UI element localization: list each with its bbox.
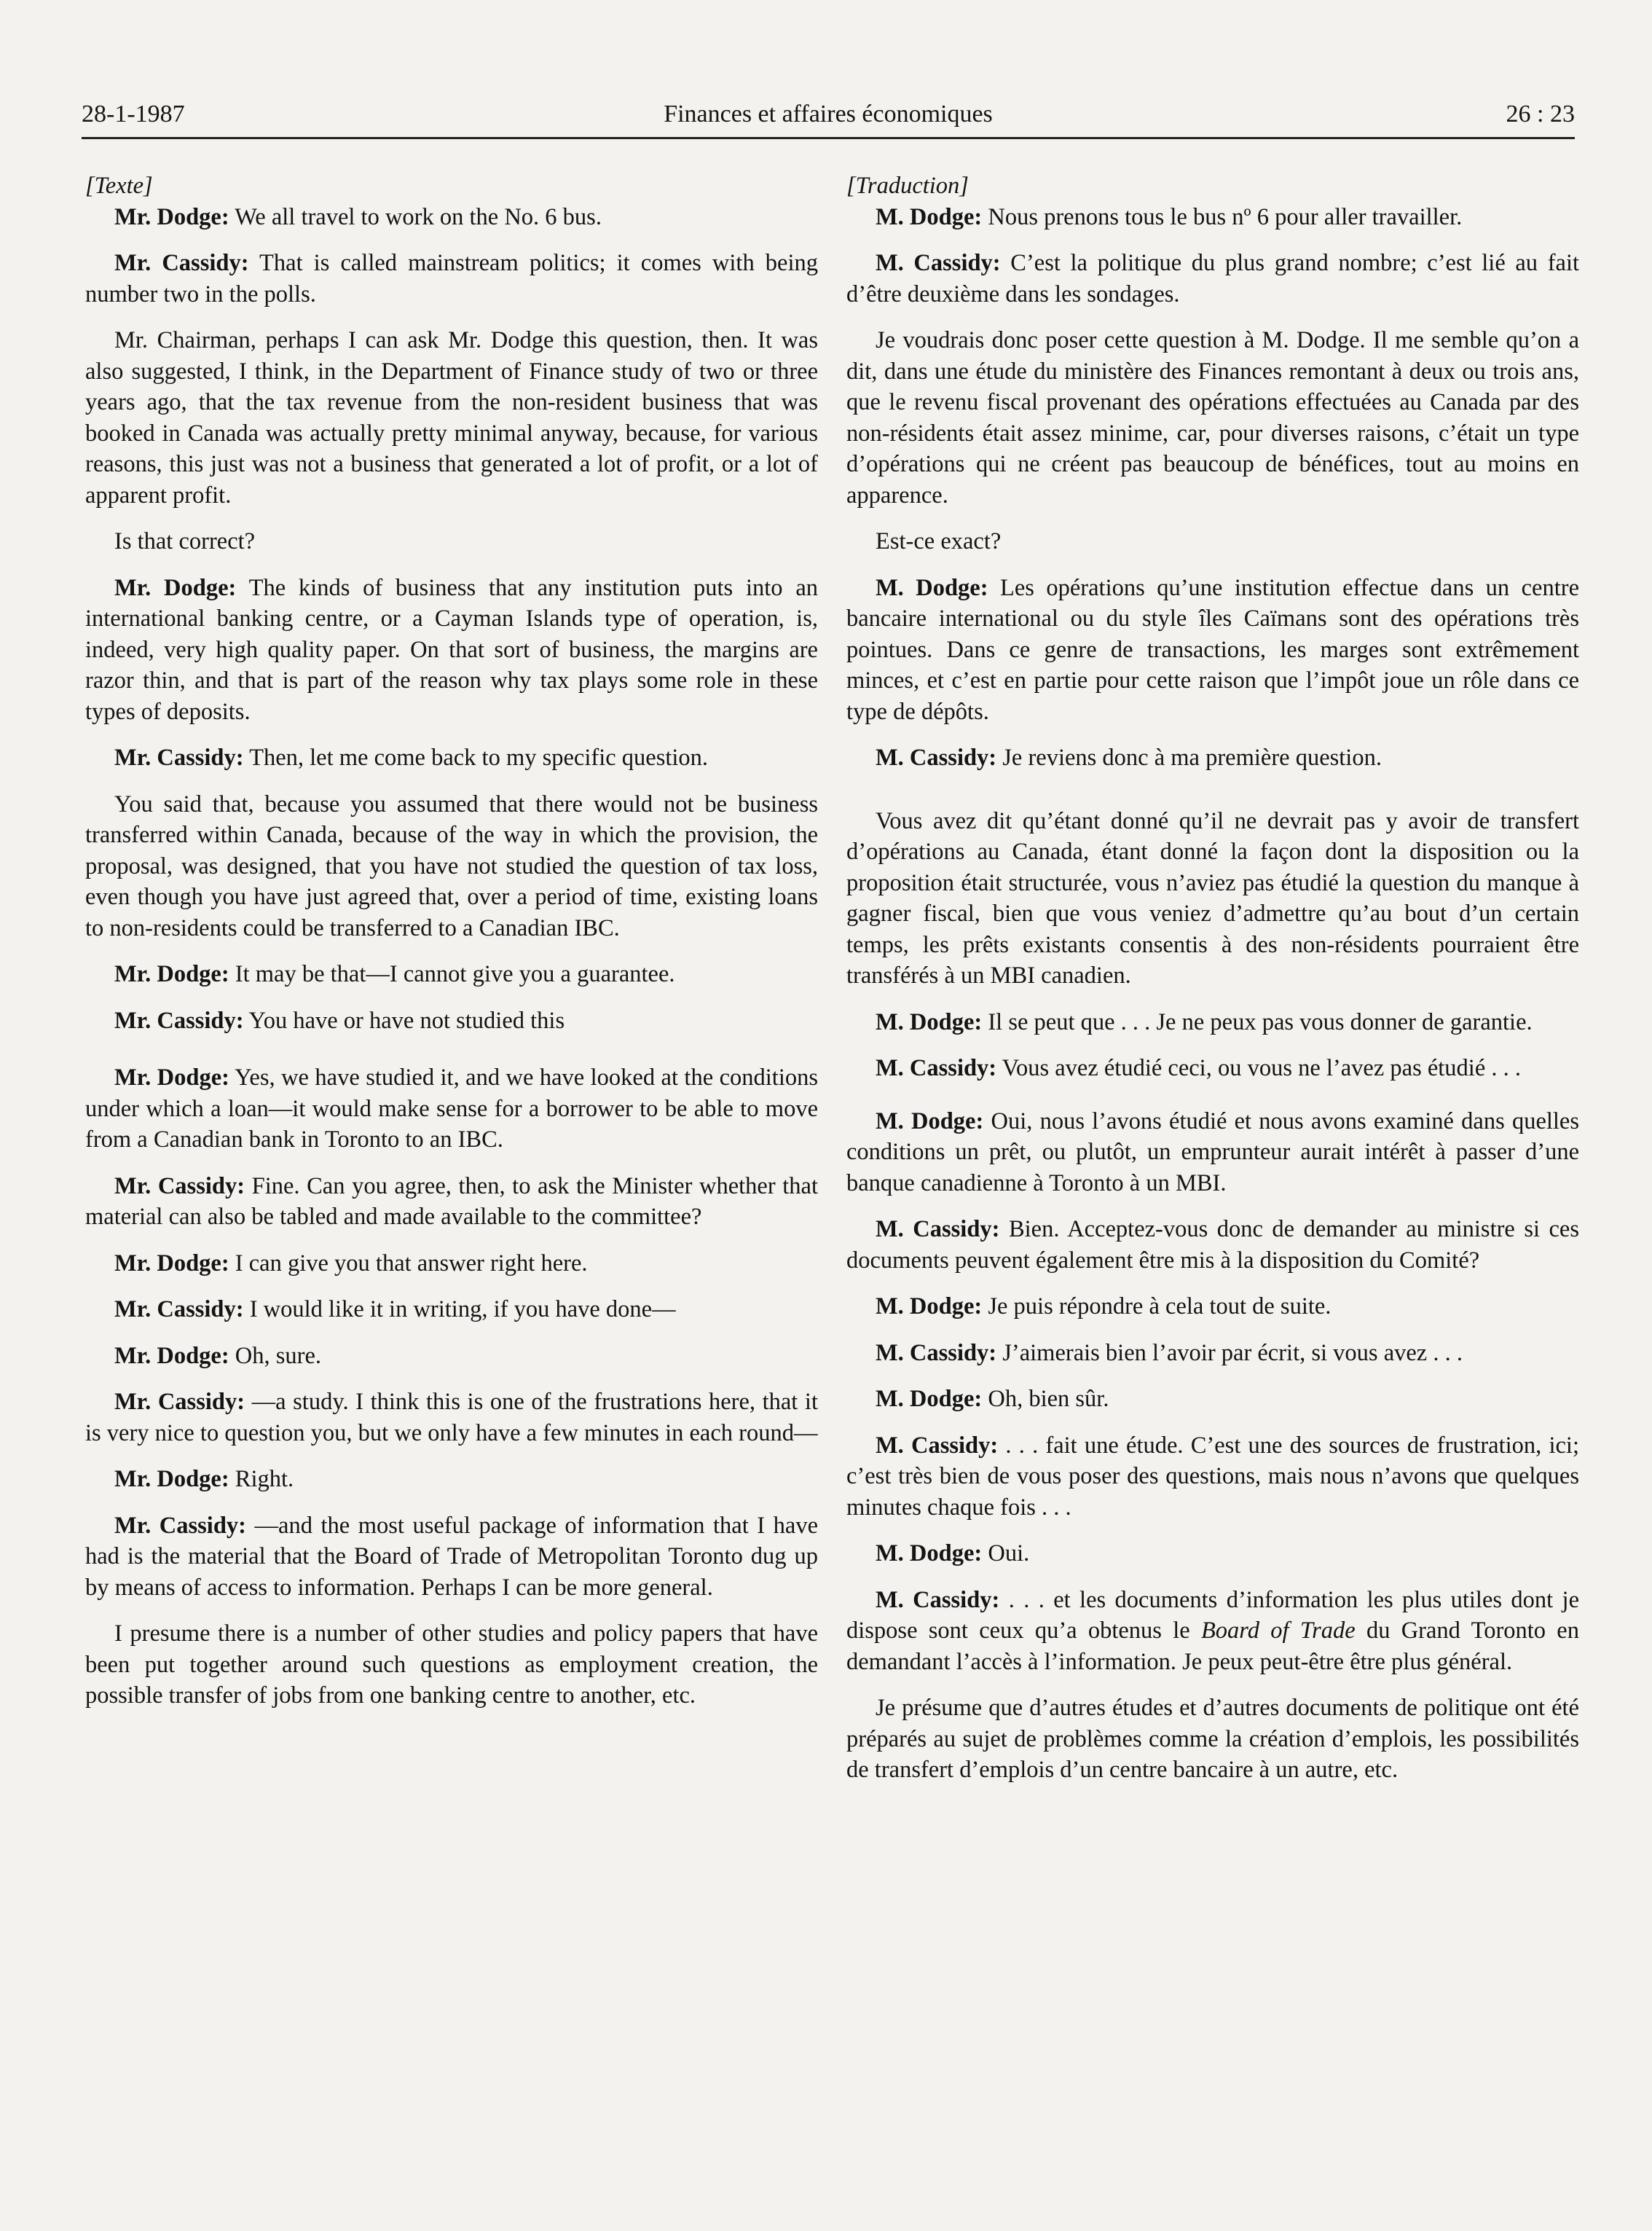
paragraph: You said that, because you assumed that there would not be business transferred within Canada, because of the way in which the provision, the proposal, was designed, that you have not studied the question of tax loss, even though you have just agreed that, over a period of time, existing loans to non-residents could be transferred to a Canadian IBC. — [85, 791, 818, 941]
paragraph — [846, 1538, 1579, 1569]
paragraph-text: —and the most useful package of information that I have had is the material that the Board of Trade of Metropolitan Toronto dug up by means of access to information. Perhaps I can be more general. — [85, 1512, 818, 1601]
speaker: Mr. Dodge: — [114, 1342, 229, 1369]
paragraph: Is that correct? — [114, 528, 256, 554]
paragraph-text: Il se peut que . . . Je ne peux pas vous donner de garantie. — [982, 1008, 1533, 1035]
paragraph — [846, 1106, 1579, 1199]
paragraph — [85, 1464, 818, 1495]
speaker: M. Cassidy: — [876, 1055, 997, 1081]
paragraph-text: The kinds of business that any institution puts into an international banking centre, or a Cayman Islands type of operation, is, indeed, very high quality paper. On that sort of business, the margins are razor thin, and that is part of the reason why tax plays some role in these types of deposits. — [85, 574, 818, 725]
english-column — [85, 170, 818, 1727]
paragraph — [85, 1387, 818, 1448]
speaker: Mr. Cassidy: — [114, 1296, 244, 1322]
paragraph — [846, 1585, 1579, 1678]
paragraph-text: Right. — [229, 1466, 294, 1492]
paragraph-text: You have or have not studied this — [243, 1007, 565, 1034]
french-column — [846, 170, 1579, 1801]
speaker: Mr. Cassidy: — [114, 1389, 245, 1415]
speaker: M. Cassidy: — [876, 1339, 997, 1366]
paragraph — [85, 1294, 818, 1325]
paragraph-text: That is called mainstream politics; it comes with being number two in the polls. — [85, 250, 818, 307]
paragraph — [846, 742, 1579, 774]
paragraph-text: Nous prenons tous le bus nº 6 pour aller travailler. — [982, 203, 1463, 230]
paragraph: Vous avez dit qu’étant donné qu’il ne devrait pas y avoir de transfert d’opérations au Canada, étant donné la façon dont la disposition ou la proposition était structurée, vous n’aviez pas étudié la question du manque à gagner fiscal, bien que vous veniez d’admettre qu’au bout d’un certain temps, les prêts existants consentis à des non-résidents pourraient être transférés à un MBI canadien. — [846, 807, 1579, 989]
paragraph-text: It may be that—I cannot give you a guarantee. — [229, 961, 675, 987]
paragraph: Je voudrais donc poser cette question à M. Dodge. Il me semble qu’on a dit, dans une étude du ministère des Finances remontant à deux ou trois ans, que le revenu fiscal provenant des opérations effectuées au Canada par des non-résidents était assez minime, car, pour diverses raisons, c’était un type d’opérations qui ne créent pas beaucoup de bénéfices, tout au moins en apparence. — [846, 327, 1579, 509]
speaker: Mr. Dodge: — [114, 961, 229, 987]
paragraph — [846, 1384, 1579, 1415]
paragraph — [85, 1248, 818, 1279]
paragraph-text: I would like it in writing, if you have done— — [243, 1296, 676, 1322]
paragraph-text: Vous avez étudié ceci, ou vous ne l’avez pas étudié . . . — [996, 1055, 1522, 1081]
header-page-number: 26 : 23 — [1506, 101, 1575, 128]
speaker: M. Cassidy: — [876, 745, 997, 771]
header-title: Finances et affaires économiques — [664, 101, 993, 128]
page-header — [82, 96, 1575, 139]
paragraph-text: I can give you that answer right here. — [229, 1250, 588, 1277]
paragraph-text: Fine. Can you agree, then, to ask the Minister whether that material can also be tabled and made available to the committee? — [85, 1172, 818, 1230]
speaker: M. Dodge: — [876, 1540, 983, 1567]
paragraph — [85, 573, 818, 728]
speaker: M. Dodge: — [876, 1008, 983, 1035]
paragraph-text: Oui, nous l’avons étudié et nous avons examiné dans quelles conditions un prêt, ou plutôt, un emprunteur aurait intérêt à passer d’une banque canadienne à Toronto à un MBI. — [846, 1107, 1580, 1196]
paragraph — [85, 248, 818, 310]
speaker: M. Dodge: — [876, 203, 983, 230]
speaker: M. Cassidy: — [876, 1216, 1000, 1242]
paragraph — [846, 202, 1579, 233]
speaker: Mr. Dodge: — [114, 1250, 229, 1277]
header-date: 28-1-1987 — [82, 101, 185, 128]
paragraph-text: Oh, bien sûr. — [982, 1386, 1109, 1412]
source-tag: [Texte] — [85, 173, 153, 199]
speaker: M. Cassidy: — [876, 250, 1001, 276]
paragraph-text: Je reviens donc à ma première question. — [996, 745, 1382, 771]
speaker: Mr. Dodge: — [114, 203, 229, 230]
paragraph-text: Then, let me come back to my specific question. — [243, 745, 709, 771]
paragraph-text: —a study. I think this is one of the frustrations here, that it is very nice to question you, but we only have a few minutes in each round— — [85, 1389, 818, 1446]
paragraph-text: du Grand Toronto en demandant l’accès à l’information. Je peux peut-être être plus général. — [846, 1618, 1579, 1675]
paragraph — [846, 1430, 1579, 1524]
paragraph-text: Je puis répondre à cela tout de suite. — [982, 1293, 1332, 1320]
paragraph: Est-ce exact? — [876, 528, 1002, 554]
paragraph-text: . . . fait une étude. C’est une des sources de frustration, ici; c’est très bien de vous poser des questions, mais nous n’avons que quelques minutes chaque fois . . . — [846, 1432, 1579, 1521]
paragraph — [85, 1062, 818, 1156]
paragraph — [85, 1005, 818, 1037]
paragraph — [85, 1510, 818, 1604]
paragraph — [85, 202, 818, 233]
paragraph — [846, 248, 1579, 310]
paragraph: Je présume que d’autres études et d’autres documents de politique ont été préparés au sujet de problèmes comme la création d’emplois, les possibilités de transfert d’emplois d’un centre bancaire à un autre, etc. — [846, 1695, 1579, 1783]
paragraph — [846, 1053, 1579, 1084]
paragraph-text: Oh, sure. — [229, 1342, 322, 1369]
speaker: M. Dodge: — [876, 1293, 983, 1320]
paragraph — [846, 1214, 1579, 1276]
speaker: M. Cassidy: — [876, 1586, 1000, 1613]
paragraph-text: C’est la politique du plus grand nombre; c’est lié au fait d’être deuxième dans les sondages. — [846, 250, 1579, 307]
paragraph — [846, 1338, 1579, 1369]
speaker: Mr. Cassidy: — [114, 250, 249, 276]
speaker: M. Dodge: — [876, 574, 988, 601]
paragraph — [85, 742, 818, 774]
paragraph-text: We all travel to work on the No. 6 bus. — [229, 203, 602, 230]
speaker: Mr. Dodge: — [114, 574, 237, 601]
organization-name: Board of Trade — [1200, 1618, 1356, 1644]
paragraph-text: Yes, we have studied it, and we have looked at the conditions under which a loan—it would make sense for a borrower to be able to move from a Canadian bank in Toronto to an IBC. — [85, 1064, 818, 1153]
speaker: Mr. Dodge: — [114, 1466, 229, 1492]
speaker: Mr. Dodge: — [114, 1064, 229, 1091]
paragraph — [85, 959, 818, 990]
speaker: M. Dodge: — [876, 1107, 984, 1134]
paragraph-text: Bien. Acceptez-vous donc de demander au ministre si ces documents peuvent également être mis à la disposition du Comité? — [846, 1216, 1579, 1274]
paragraph — [846, 1007, 1579, 1038]
speaker: Mr. Cassidy: — [114, 745, 244, 771]
speaker: M. Dodge: — [876, 1386, 983, 1412]
paragraph — [85, 1341, 818, 1372]
speaker: Mr. Cassidy: — [114, 1512, 246, 1539]
paragraph — [846, 573, 1579, 728]
paragraph: I presume there is a number of other studies and policy papers that have been put together around such questions as employment creation, the possible transfer of jobs from one banking centre to another, etc. — [85, 1620, 818, 1709]
speaker: Mr. Cassidy: — [114, 1172, 245, 1199]
paragraph — [85, 1171, 818, 1233]
paragraph-text: J’aimerais bien l’avoir par écrit, si vous avez . . . — [996, 1339, 1463, 1366]
paragraph-text: Oui. — [982, 1540, 1030, 1567]
source-tag: [Traduction] — [846, 173, 969, 199]
paragraph: Mr. Chairman, perhaps I can ask Mr. Dodge this question, then. It was also suggested, I think, in the Department of Finance study of two or three years ago, that the tax revenue from the non-resident business that was booked in Canada was actually pretty minimal anyway, because, for various reasons, this just was not a business that generated a lot of profit, or a lot of apparent profit. — [85, 327, 818, 509]
paragraph — [846, 1291, 1579, 1322]
paragraph-text: Les opérations qu’une institution effectue dans un centre bancaire international ou du style îles Caïmans sont des opérations très pointues. Dans ce genre de transactions, les marges sont extrêmement minces, et c’est en partie pour cette raison que l’impôt joue un rôle dans ce type de dépôts. — [846, 574, 1579, 725]
paragraph-text: . . . et les documents d’information les plus utiles dont je dispose sont ceux qu’a obtenus le — [846, 1586, 1579, 1644]
speaker: M. Cassidy: — [876, 1432, 999, 1459]
speaker: Mr. Cassidy: — [114, 1007, 244, 1034]
